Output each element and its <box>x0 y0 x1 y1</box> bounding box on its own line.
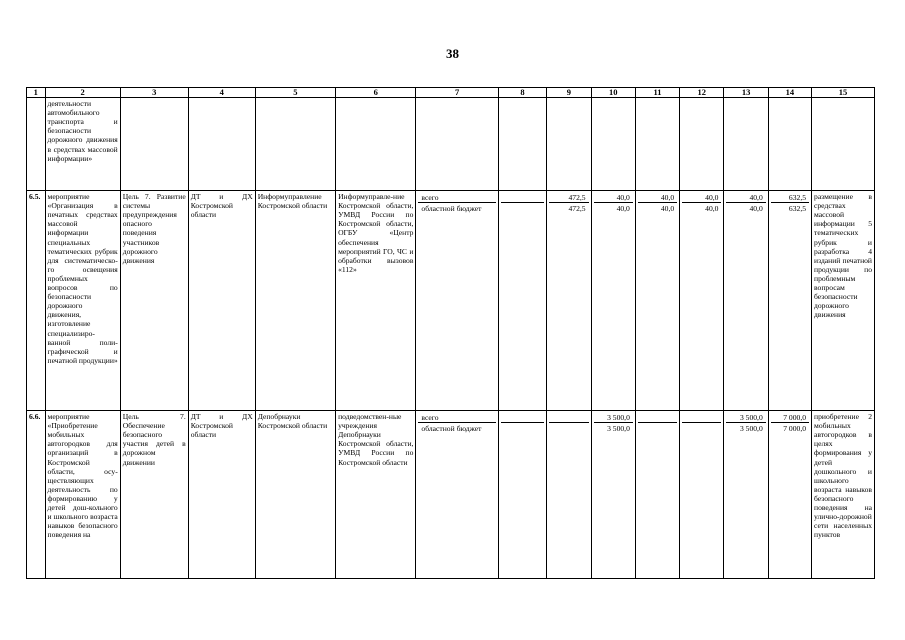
col-header: 8 <box>498 88 546 98</box>
amount-col12 <box>680 411 724 579</box>
measure-goal <box>120 98 188 191</box>
amount-col8 <box>498 98 546 191</box>
measure-partner: Информуправление Костромской области <box>255 191 335 411</box>
amount-total: 40,0 <box>594 192 633 203</box>
table-row <box>27 191 875 411</box>
col-header: 3 <box>120 88 188 98</box>
amount-col8 <box>498 191 546 411</box>
amount-col13 <box>724 98 768 191</box>
row-index: 6.5. <box>27 191 46 411</box>
measure-recipient: Информуправле-ние Костромской области, УМВД России по Костромской области, ОГБУ «Центр обеспечения мероприятий ГО, ЧС и обработки вызовов «112» <box>336 191 416 411</box>
amount-regional: 40,0 <box>616 204 630 214</box>
col-header: 14 <box>768 88 811 98</box>
col-header: 9 <box>547 88 591 98</box>
col-header: 13 <box>724 88 768 98</box>
table-row <box>27 98 875 191</box>
col-header: 4 <box>188 88 255 98</box>
col-header: 11 <box>635 88 679 98</box>
amount-regional <box>682 423 721 433</box>
measure-partner: Депобрнауки Костромской области <box>255 411 335 579</box>
amount-col9 <box>547 98 591 191</box>
measure-name: деятельности автомобильного транспорта и безопасности дорожного движения в средствах массовой информации» <box>45 98 120 191</box>
amount-regional: 40,0 <box>705 204 719 214</box>
amount-total: 3 500,0 <box>594 412 633 423</box>
measure-partner <box>255 98 335 191</box>
amount-col11 <box>635 98 679 191</box>
measure-executor <box>188 98 255 191</box>
amount-col11 <box>635 191 679 411</box>
row-index <box>27 98 46 191</box>
amount-col12 <box>680 191 724 411</box>
amount-regional <box>638 423 677 433</box>
expected-result: приобретение 2 мобильных автогородков в целях формирования у детей дошкольного и школьного возраста навыков безопасного поведения на улично-дорожной сети населенных пунктов <box>812 411 875 579</box>
amount-regional: 472,5 <box>568 204 586 214</box>
amount-regional: 632,5 <box>788 204 807 214</box>
table-row <box>27 411 875 579</box>
amount-total: 40,0 <box>682 192 721 203</box>
amount-total: 632,5 <box>771 192 809 203</box>
amount-col12 <box>680 98 724 191</box>
amount-total: 40,0 <box>638 192 677 203</box>
amount-regional: 7 000,0 <box>783 424 807 434</box>
measure-goal: Цель 7. Обеспечение безопасного участия детей в дорожном движении <box>120 411 188 579</box>
col-header: 7 <box>416 88 498 98</box>
measure-name: мероприятие «Организация в печатных средствах массовой информации специальных тематических рубрик для систематическо-го освещения проблемных вопросов по безопасности дорожного движения, изготовление специализиро-ванной поли-графической и печатной продукции» <box>45 191 120 411</box>
amount-total: 472,5 <box>549 192 588 203</box>
row-index: 6.6. <box>27 411 46 579</box>
measure-executor: ДТ и ДХ Костромской области <box>188 191 255 411</box>
col-header: 2 <box>45 88 120 98</box>
funding-source <box>416 98 498 191</box>
amount-regional: 40,0 <box>660 204 675 214</box>
amount-col13 <box>724 191 768 411</box>
amount-col14 <box>768 191 811 411</box>
measure-goal: Цель 7. Развитие системы предупреждения опасного поведения участников дорожного движения <box>120 191 188 411</box>
amount-regional: 3 500,0 <box>607 424 630 434</box>
amount-col10 <box>591 411 635 579</box>
amount-total <box>501 412 544 423</box>
funding-source <box>416 411 498 579</box>
amount-total: 3 500,0 <box>726 412 765 423</box>
col-header: 5 <box>255 88 335 98</box>
amount-col13 <box>724 411 768 579</box>
amount-total <box>682 412 721 423</box>
amount-col14 <box>768 98 811 191</box>
amount-col9 <box>547 191 591 411</box>
amount-col10 <box>591 98 635 191</box>
col-header: 10 <box>591 88 635 98</box>
amount-regional: 40,0 <box>749 204 763 214</box>
amount-regional <box>501 203 544 213</box>
amount-col14 <box>768 411 811 579</box>
amount-regional <box>501 423 544 433</box>
col-header: 6 <box>336 88 416 98</box>
source-total: всего <box>418 192 495 203</box>
amount-regional: 3 500,0 <box>739 424 763 434</box>
measure-recipient: подведомствен-ные учреждения Депобрнауки Костромской области, УМВД России по Костромской области <box>336 411 416 579</box>
measure-recipient <box>336 98 416 191</box>
amount-total: 7 000,0 <box>771 412 809 423</box>
amount-col8 <box>498 411 546 579</box>
amount-total <box>501 192 544 203</box>
amount-total: 40,0 <box>726 192 765 203</box>
amount-col11 <box>635 411 679 579</box>
amount-col9 <box>547 411 591 579</box>
amount-regional <box>549 423 588 433</box>
amount-col10 <box>591 191 635 411</box>
expected-result: размещение в средствах массовой информации 5 тематических рубрик и разработка 4 изданий печатной продукции по проблемным вопросам безопасности дорожного движения <box>812 191 875 411</box>
column-numbers-row <box>27 88 875 98</box>
measure-name: мероприятие «Приобретение мобильных автогородков для организаций в Костромской области, осу-ществляющих деятельность по формированию у детей дош-кольного и школьного возраста навыков безопасного поведения на <box>45 411 120 579</box>
col-header: 12 <box>680 88 724 98</box>
funding-source <box>416 191 498 411</box>
source-regional: областной бюджет <box>421 424 482 434</box>
page-number: 38 <box>446 46 459 61</box>
measure-executor: ДТ и ДХ Костромской области <box>188 411 255 579</box>
col-header: 1 <box>27 88 46 98</box>
source-regional: областной бюджет <box>421 204 482 214</box>
program-table <box>26 87 875 579</box>
col-header: 15 <box>812 88 875 98</box>
source-total: всего <box>418 412 495 423</box>
amount-total <box>549 412 588 423</box>
expected-result <box>812 98 875 191</box>
amount-total <box>638 412 677 423</box>
